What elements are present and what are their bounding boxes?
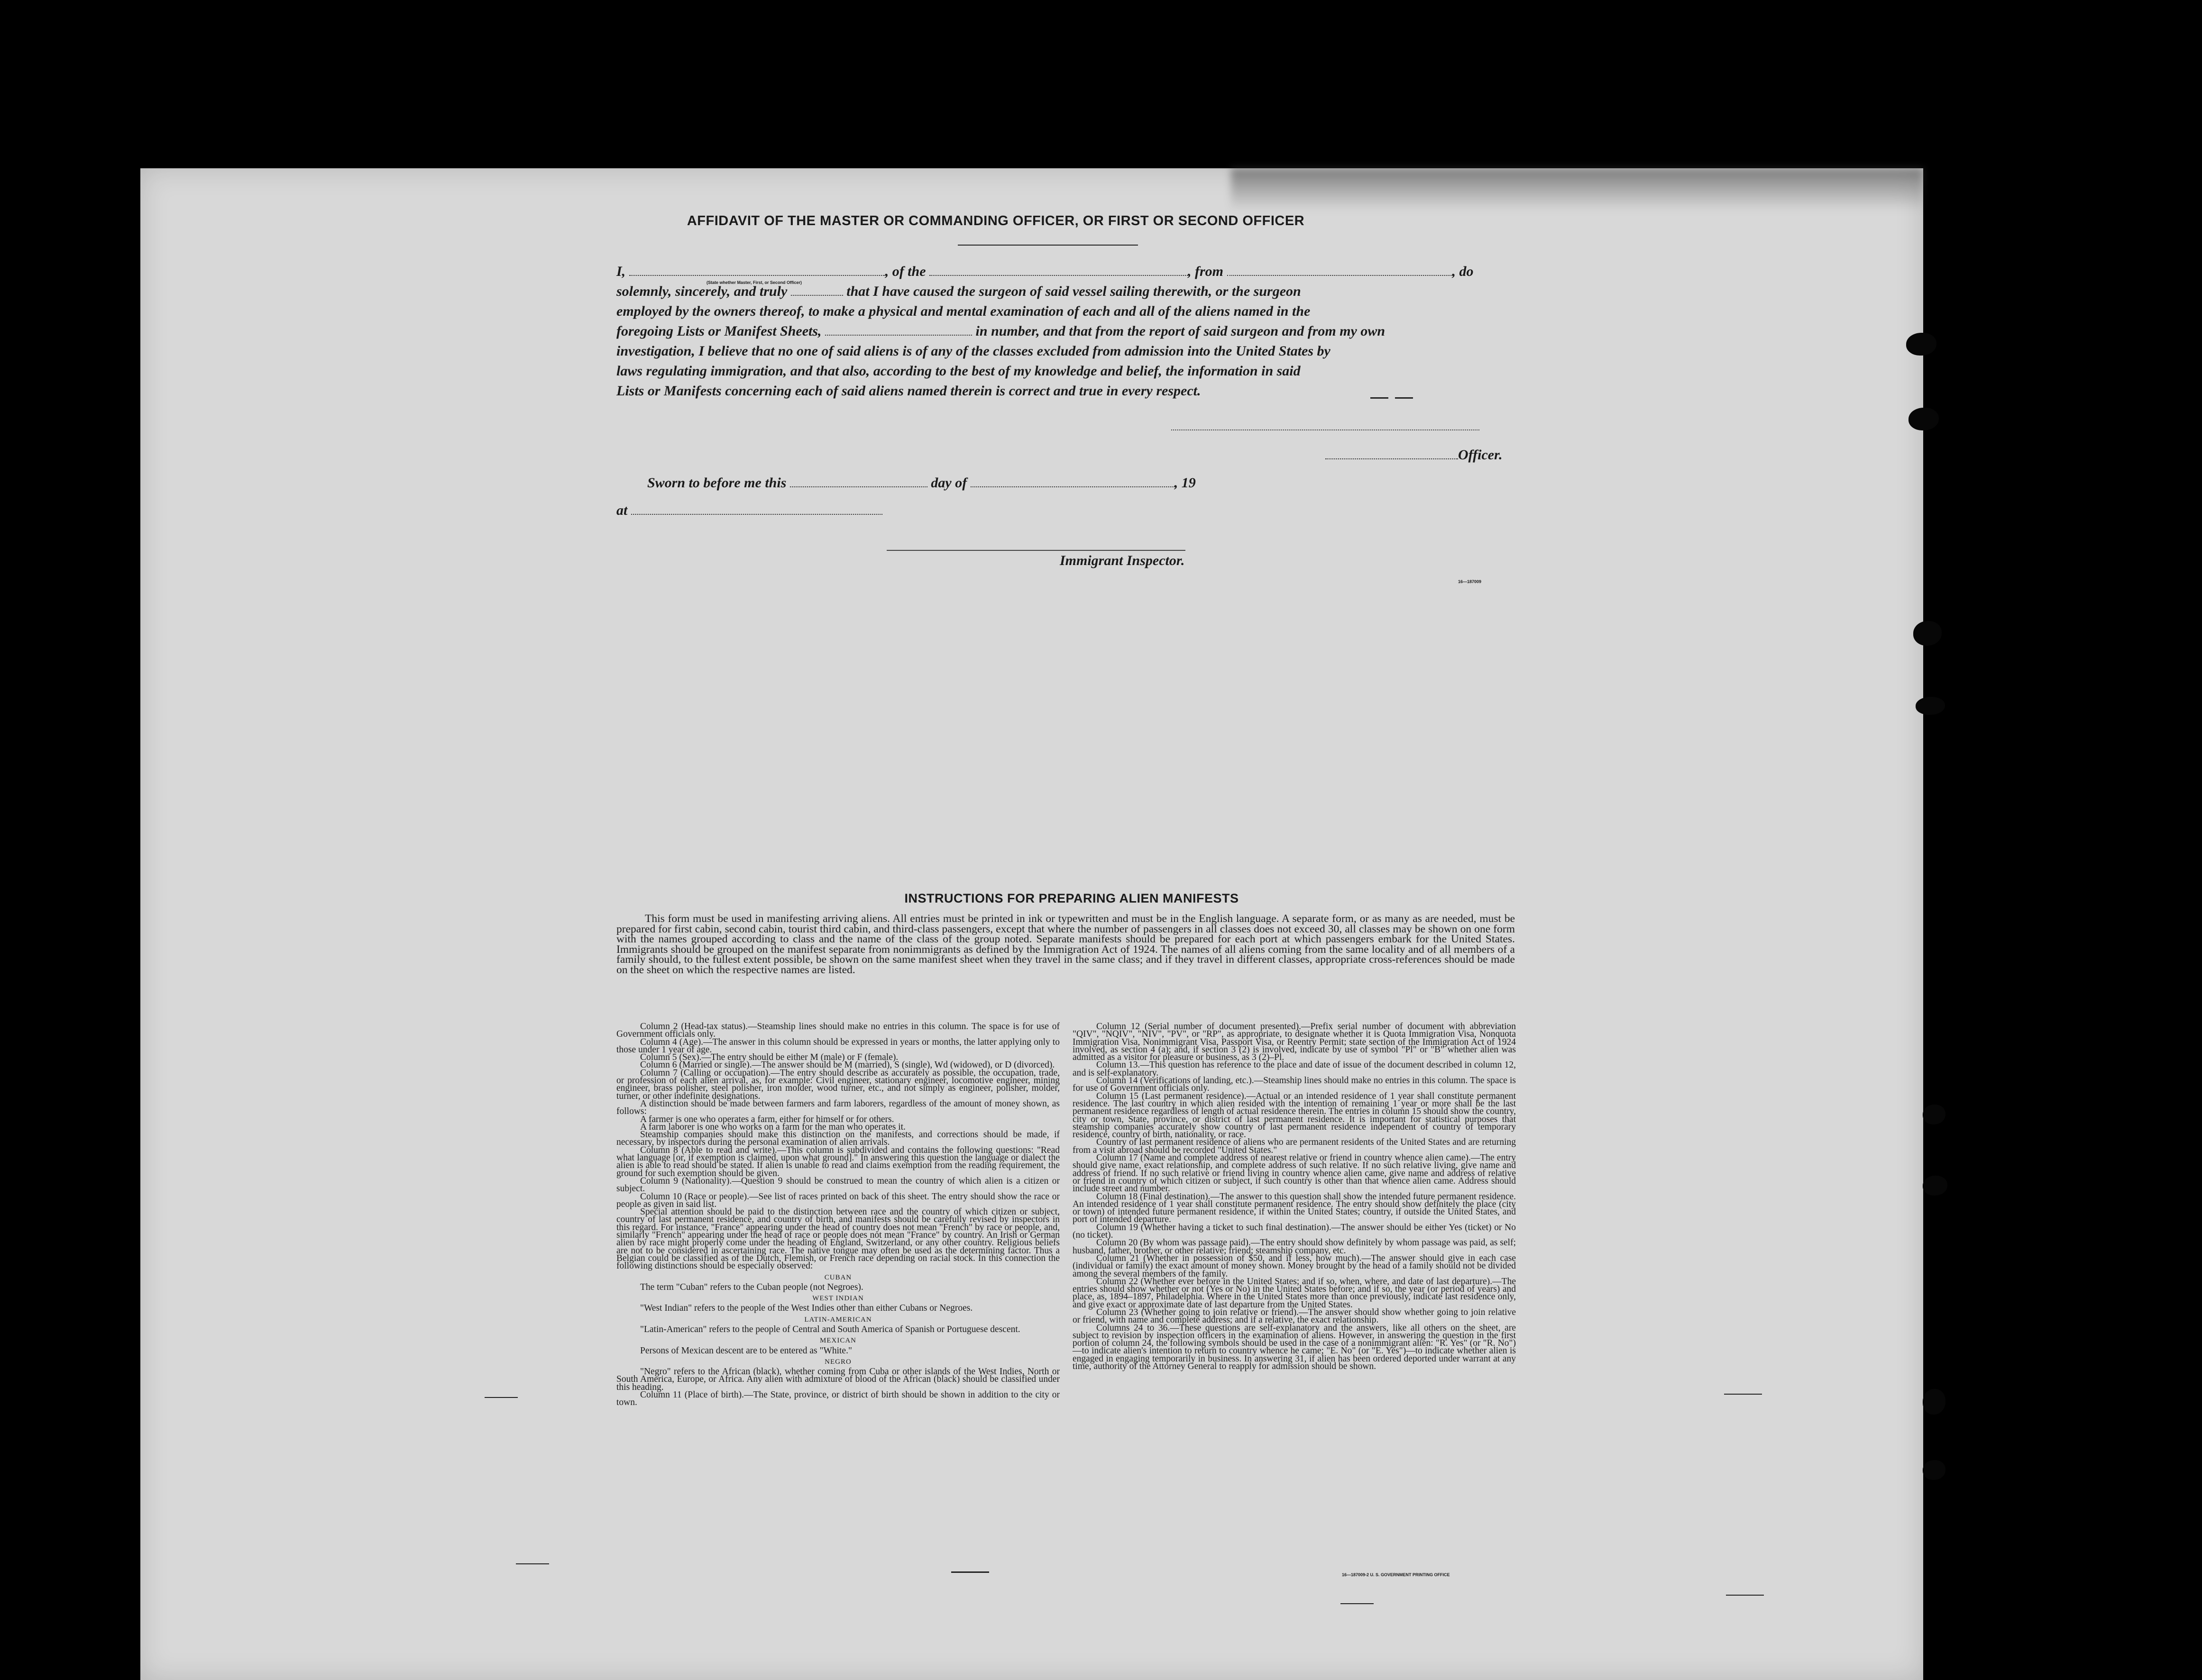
instruction-paragraph: Column 5 (Sex).—The entry should be either M (male) or F (female). <box>640 1052 899 1063</box>
sworn-line: Sworn to before me this day of , 19 <box>647 475 1196 491</box>
count-blank <box>825 324 972 336</box>
sworn-day-blank <box>790 476 927 487</box>
race-heading-cuban: CUBAN <box>824 1273 852 1281</box>
instruction-paragraph: Column 12 (Serial number of document presented).—Prefix serial number of document with abbreviation "QIV", "NQIV", "NIV", "PV", or "RP", as appropriate, to designate whether it is Quota Immigration Visa, Nonquota Immigration Visa, Nonimmigrant Visa, Passport Visa, or Reentry Permit; state section of the Immigration Act of 1924 involved, as section 4 (a); and, if section 3 (2) is involved, indicate by use of symbol "Pl" or "B" whether alien was admitted as a visitor for pleasure or business, as 3 (2)–Pl. <box>1073 1022 1516 1063</box>
sworn-place-blank <box>631 503 882 515</box>
affidavit-line-5: investigation, I believe that no one of said aliens is of any of the classes excluded from admission into the United States by <box>616 343 1330 359</box>
punch-hole <box>1923 1460 1945 1480</box>
scan-smudge <box>1231 168 1923 211</box>
instruction-paragraph: Country of last permanent residence of aliens who are permanent residents of the United States and are returning from a visit abroad should be recorded "United States." <box>1073 1137 1516 1155</box>
instruction-paragraph: Column 15 (Last permanent residence).—Actual or an intended residence of 1 year shall constitute permanent residence. The last country in which alien resided with the intention of remaining 1 year or more shall be the last permanent residence regardless of length of actual residence therein. The entries in column 15 should show the country, city or town, State, province, or district of last permanent residence. It is important for statistical purposes that steamship companies accurately show country of last permanent residence independent of country of temporary residence, country of birth, nationality, or race. <box>1073 1091 1516 1140</box>
instruction-paragraph: Column 21 (Whether in possession of $50, and if less, how much).—The answer should give in each case (individual or family) the exact amount of money shown. Money brought by the head of a family should not be divided among the several members of the family. <box>1073 1253 1516 1279</box>
instruction-paragraph: Column 6 (Married or single).—The answer should be M (married), S (single), Wd (widowed), or D (divorced). <box>640 1060 1055 1070</box>
affidavit-line-7: Lists or Manifests concerning each of said aliens named therein is correct and true in every respect. <box>616 383 1201 399</box>
punch-hole <box>1908 408 1939 430</box>
affidavit-line-6: laws regulating immigration, and that also, according to the best of my knowledge and belief, the information in said <box>616 363 1301 379</box>
race-heading-negro: NEGRO <box>825 1358 852 1366</box>
affidavit-line-3: employed by the owners thereof, to make a physical and mental examination of each and all of the aliens named in the <box>616 303 1311 319</box>
instruction-paragraph: Column 14 (Verifications of landing, etc.).—Steamship lines should make no entries in this column. The space is for use of Government officials only. <box>1073 1076 1516 1094</box>
instruction-paragraph: Special attention should be paid to the distinction between race and the country of which citizen or subject, country of last permanent residence, and country of birth, and manifests should be carefully revised by inspectors in this regard. For instance, "France" appearing under the head of country does not mean "French" by race or people, and, similarly "French" appearing under the head of race or people does not mean "France" by country. An Irish or German alien by race might properly come under the heading of England, Switzerland, or any other country. Religious beliefs are not to be considered in ascertaining race. The native tongue may often be used as the determining factor. Thus a Belgian could be classified as of the Dutch, Flemish, or French race depending on racial stock. In this connection the following distinctions should be especially observed: <box>616 1207 1060 1271</box>
scan-mark <box>516 1563 549 1564</box>
race-definition-mexican: Persons of Mexican descent are to be entered as "White." <box>640 1345 852 1356</box>
officer-rank-note: (State whether Master, First, or Second Officer) <box>706 280 802 285</box>
inspector-label: Immigrant Inspector. <box>1060 553 1185 568</box>
instruction-paragraph: Column 13.—This question has reference to the place and date of issue of the document described in column 12, and is self-explanatory. <box>1073 1060 1516 1078</box>
scan-mark <box>1724 1394 1762 1395</box>
instructions-intro: This form must be used in manifesting arriving aliens. All entries must be printed in ink or typewritten and must be in the English language. A separate form, or as many as are needed, must be prepared for first cabin, second cabin, tourist third cabin, and third-class passengers, except that where the number of passengers in all classes does not exceed 30, all classes may be shown on one form with the names grouped according to class and the name of the class of the group noted. Separate manifests should be prepared for each port at which passengers embark for the United States. Immigrants should be grouped on the manifest separate from nonimmigrants as defined by the Immigration Act of 1924. The names of all aliens coming from the same locality and of all members of a family should, to the fullest extent possible, be shown on the same manifest sheet when they travel in the same class; and if they travel in different classes, appropriate cross-references should be made on the sheet on which the respective names are listed. <box>616 913 1515 976</box>
title-rule <box>958 245 1138 246</box>
instruction-paragraph: Columns 24 to 36.—These questions are self-explanatory and the answers, like all others on the sheet, are subject to revision by inspection officers in the examination of aliens. However, in answering the question in the first portion of column 24, the following symbols should be used in the case of a nonimmigrant alien: "R. Yes" (or "R. No")—to indicate alien's intention to return to country whence he came; "E. No" (or "E. Yes")—to indicate whether alien is engaged in engaging temporarily in business. In answering 31, if alien has been ordered deported under warrant at any time, authority of the Attorney General to reapply for admission should be shown. <box>1073 1323 1516 1372</box>
officer-signature <box>1325 447 1503 463</box>
printing-office-code: 16—187009-2 U. S. GOVERNMENT PRINTING OFFICE <box>1342 1572 1450 1577</box>
pen-mark <box>1370 397 1388 399</box>
race-definition-negro: "Negro" refers to the African (black), whether coming from Cuba or other islands of the West Indies, North or South America, Europe, or Africa. Any alien with admixture of blood of the African (black) should be classified under this heading. <box>616 1367 1060 1392</box>
race-heading-west-indian: WEST INDIAN <box>812 1295 864 1303</box>
instruction-paragraph: Column 22 (Whether ever before in the United States; and if so, when, where, and date of last departure).—The entries should show whether or not (Yes or No) in the United States before; and if so, the year (or period of years) and place, as, 1894–1897, Philadelphia. Where in the United States more than once previously, indicate last residence only, and give exact or approximate date of last departure from the United States. <box>1073 1276 1516 1310</box>
affidavit-line-1 <box>616 264 1474 280</box>
affidavit-line-2: solemnly, sincerely, and truly that I have caused the surgeon of said vessel sailing therewith, or the surgeon <box>616 283 1301 299</box>
punch-hole <box>1923 1389 1945 1415</box>
scan-mark <box>1726 1595 1764 1596</box>
punch-hole <box>1906 333 1936 356</box>
instruction-paragraph: Column 8 (Able to read and write).—This column is subdivided and contains the following questions: "Read what language [or, if exemption is claimed, upon what ground]." In answering this question the language or dialect the alien is able to read should be stated. If alien is unable to read and claims exemption from the reading requirement, the ground for such exemption should be given. <box>616 1145 1060 1178</box>
instruction-paragraph: Steamship companies should make this distinction on the manifests, and corrections should be made, if necessary, by inspectors during the personal examination of alien arrivals. <box>616 1130 1060 1148</box>
inspector-signature-line <box>887 550 1185 551</box>
punch-hole <box>1916 697 1945 715</box>
instruction-paragraph: Column 11 (Place of birth).—The State, province, or district of birth should be shown in addition to the city or town. <box>616 1390 1060 1408</box>
punch-hole <box>1913 621 1942 646</box>
instructions-title: INSTRUCTIONS FOR PREPARING ALIEN MANIFESTS <box>904 891 1239 905</box>
port-blank <box>1227 265 1452 276</box>
instruction-paragraph: A farmer is one who operates a farm, either for himself or for others. <box>640 1114 894 1124</box>
punch-hole <box>1923 1105 1945 1124</box>
instruction-paragraph: Column 19 (Whether having a ticket to such final destination).—The answer should be either Yes (ticket) or No (no ticket). <box>1073 1222 1516 1241</box>
instruction-paragraph: Column 20 (By whom was passage paid).—The entry should show definitely by whom passage was paid, as self; husband, father, brother, or other relative; friend; steamship company, etc. <box>1073 1238 1516 1256</box>
race-definition-latin-american: "Latin-American" refers to the people of Central and South America of Spanish or Portuguese descent. <box>640 1324 1020 1334</box>
officer-rank-blank <box>629 265 885 276</box>
instruction-paragraph: Column 17 (Name and complete address of nearest relative or friend in country whence alien came).—The entry should give name, exact relationship, and complete address of such relative. If no such relative living, give name and address of friend. If no such relative or friend living in country whence alien came, give name and address of relative or friend in country of which citizen or subject, if such country is other than that whence alien came. Address should include street and number. <box>1073 1153 1516 1194</box>
instruction-paragraph: Column 10 (Race or people).—See list of races printed on back of this sheet. The entry should show the race or people as given in said list. <box>616 1191 1060 1209</box>
affidavit-i: I, <box>616 264 626 279</box>
instruction-paragraph: Column 18 (Final destination).—The answer to this question shall show the intended future permanent residence. An intended residence of 1 year shall constitute permanent residence. The entry should show definitely the place (city or town) of intended future permanent residence, if within the United States; country, if outside the United States, and port of intended departure. <box>1073 1191 1516 1225</box>
race-definition-west-indian: "West Indian" refers to the people of the West Indies other than either Cubans or Negroes. <box>640 1303 973 1314</box>
race-definition-cuban: The term "Cuban" refers to the Cuban people (not Negroes). <box>640 1282 863 1292</box>
scan-mark <box>951 1571 989 1573</box>
form-code: 16—187009 <box>1458 579 1482 584</box>
instruction-paragraph: Column 9 (Nationality).—Question 9 should be construed to mean the country of which alien is a citizen or subject. <box>616 1176 1060 1194</box>
instructions-left-column <box>616 1023 1060 1407</box>
sworn-month-blank <box>971 476 1174 487</box>
instructions-right-column <box>1073 1023 1516 1370</box>
instruction-paragraph: Column 2 (Head-tax status).—Steamship lines should make no entries in this column. The space is for use of Government officials only. <box>616 1022 1060 1040</box>
affidavit-of-the: , of the <box>885 264 926 279</box>
affidavit-line-4: foregoing Lists or Manifest Sheets, in number, and that from the report of said surgeon and from my own <box>616 323 1385 339</box>
pen-mark <box>1395 397 1413 399</box>
instruction-paragraph: A farm laborer is one who works on a farm for the man who operates it. <box>640 1122 906 1132</box>
affidavit-from: , from <box>1188 264 1224 279</box>
instruction-paragraph: Column 23 (Whether going to join relative or friend).—The answer should show whether going to join relative or friend, with name and complete address; and if a relative, the exact relationship. <box>1073 1307 1516 1325</box>
instruction-paragraph: A distinction should be made between farmers and farm laborers, regardless of the amount of money shown, as follows: <box>616 1098 1060 1117</box>
officer-label: Officer. <box>1458 447 1503 463</box>
instruction-paragraph: Column 7 (Calling or occupation).—The entry should describe as accurately as possible, the occupation, trade, or profession of each alien arrival, as, for example: Civil engineer, stationary engineer, locomotive engineer, mining engineer, brass polisher, steel polisher, iron molder, wood turner, etc., and not simply as engineer, polisher, molder, turner, or other indefinite designations. <box>616 1068 1060 1101</box>
punch-hole <box>1923 1176 1947 1196</box>
instruction-paragraph: Column 4 (Age).—The answer in this column should be expressed in years or months, the latter applying only to those under 1 year of age. <box>616 1037 1060 1055</box>
sworn-place-line: at <box>616 502 882 519</box>
swear-blank <box>791 284 843 296</box>
race-heading-mexican: MEXICAN <box>820 1337 856 1345</box>
affidavit-do: , do <box>1452 264 1474 279</box>
race-heading-latin-american: LATIN-AMERICAN <box>804 1315 872 1324</box>
vessel-blank <box>929 265 1188 276</box>
scan-mark <box>1340 1603 1374 1604</box>
affidavit-title: AFFIDAVIT OF THE MASTER OR COMMANDING OFFICER, OR FIRST OR SECOND OFFICER <box>687 213 1305 228</box>
signature-line <box>1171 429 1479 430</box>
scan-mark <box>485 1397 518 1398</box>
